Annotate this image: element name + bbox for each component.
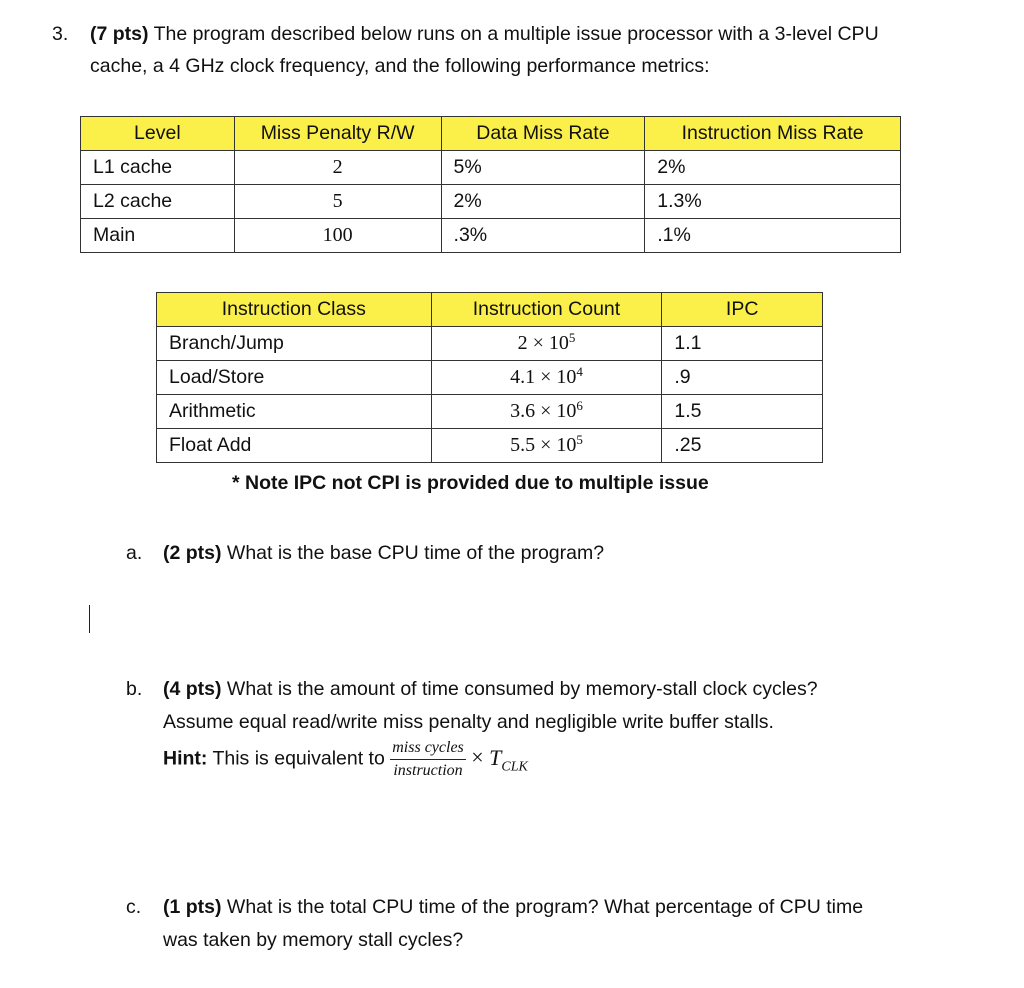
cell-miss-penalty: 100 — [234, 219, 441, 253]
part-a-label: a. — [126, 542, 143, 564]
cell-instruction-count — [431, 395, 662, 429]
question-text-2: cache, a 4 GHz clock frequency, and the following performance metrics: — [90, 55, 710, 77]
part-b-hint — [163, 738, 528, 783]
part-b-text-2: Assume equal read/write miss penalty and negligible write buffer stalls. — [163, 711, 774, 733]
header-data-miss-rate: Data Miss Rate — [441, 117, 645, 151]
header-instruction-class: Instruction Class — [157, 293, 432, 327]
header-level: Level — [81, 117, 235, 151]
count-exponent: 4 — [576, 364, 583, 379]
part-c-line-1 — [163, 891, 863, 923]
part-c-label: c. — [126, 896, 142, 918]
cell-ipc: .9 — [662, 361, 823, 395]
part-c-points: (1 pts) — [163, 896, 222, 918]
cache-table-header — [81, 117, 901, 151]
cell-ipc: .25 — [662, 429, 823, 463]
count-exponent: 6 — [576, 398, 583, 413]
instruction-table — [156, 292, 823, 463]
cell-level: L2 cache — [81, 185, 235, 219]
cache-table — [80, 116, 901, 253]
question-points: (7 pts) — [90, 23, 149, 45]
times-sign: × — [471, 744, 484, 770]
part-b-points: (4 pts) — [163, 678, 222, 700]
tclk-term — [471, 744, 528, 775]
table-row — [81, 219, 901, 253]
part-c-text-1: What is the total CPU time of the program? What percentage of CPU time — [221, 896, 864, 918]
header-miss-penalty: Miss Penalty R/W — [234, 117, 441, 151]
cell-instruction-class: Branch/Jump — [157, 327, 432, 361]
cell-instruction-miss-rate: 2% — [645, 151, 901, 185]
t-symbol: T — [489, 744, 502, 770]
cell-instruction-count — [431, 429, 662, 463]
count-mantissa: 3.6 — [510, 400, 536, 422]
part-a-question — [163, 537, 604, 569]
hint-text: This is equivalent to — [207, 747, 385, 770]
count-mantissa: 5.5 — [510, 434, 536, 456]
cell-instruction-class: Load/Store — [157, 361, 432, 395]
t-subscript: CLK — [501, 759, 528, 775]
cell-miss-penalty: 2 — [234, 151, 441, 185]
cell-instruction-miss-rate: .1% — [645, 219, 901, 253]
part-b-line-1 — [163, 673, 818, 705]
count-exponent: 5 — [568, 330, 576, 345]
table-row — [157, 429, 823, 463]
cell-instruction-count — [431, 361, 662, 395]
part-b-label: b. — [126, 678, 143, 700]
cell-instruction-class: Arithmetic — [157, 395, 432, 429]
header-ipc: IPC — [662, 293, 823, 327]
count-times: × 10 — [535, 366, 577, 388]
cell-instruction-miss-rate: 1.3% — [645, 185, 901, 219]
part-c-text-2: was taken by memory stall cycles? — [163, 929, 464, 951]
cell-instruction-count — [431, 327, 662, 361]
question-line-1 — [90, 18, 879, 50]
table-row — [81, 151, 901, 185]
instruction-table-header — [157, 293, 823, 327]
question-number: 3. — [52, 23, 69, 45]
fraction-numerator: miss cycles — [390, 738, 466, 760]
cell-data-miss-rate: 5% — [441, 151, 645, 185]
header-instruction-count: Instruction Count — [431, 293, 662, 327]
part-a-points: (2 pts) — [163, 542, 222, 564]
count-times: × 10 — [527, 332, 569, 354]
count-mantissa: 2 — [517, 332, 528, 354]
cell-miss-penalty: 5 — [234, 185, 441, 219]
table-row — [81, 185, 901, 219]
count-exponent: 5 — [576, 432, 583, 447]
cell-level: L1 cache — [81, 151, 235, 185]
ipc-note: * Note IPC not CPI is provided due to multiple issue — [232, 472, 709, 494]
hint-label: Hint: — [163, 747, 208, 770]
part-b-text-1: What is the amount of time consumed by memory-stall clock cycles? — [221, 678, 818, 700]
count-times: × 10 — [535, 434, 577, 456]
count-mantissa: 4.1 — [510, 366, 536, 388]
table-row — [157, 361, 823, 395]
fraction-denominator: instruction — [393, 762, 463, 779]
question-text-1: The program described below runs on a multiple issue processor with a 3-level CPU — [148, 23, 879, 45]
cell-ipc: 1.1 — [662, 327, 823, 361]
cell-instruction-class: Float Add — [157, 429, 432, 463]
count-times: × 10 — [535, 400, 577, 422]
text-cursor — [89, 605, 90, 633]
cell-ipc: 1.5 — [662, 395, 823, 429]
part-a-text: What is the base CPU time of the program? — [221, 542, 605, 564]
cell-data-miss-rate: 2% — [441, 185, 645, 219]
cell-data-miss-rate: .3% — [441, 219, 645, 253]
header-instruction-miss-rate: Instruction Miss Rate — [645, 117, 901, 151]
miss-cycles-fraction — [390, 738, 466, 781]
table-row — [157, 327, 823, 361]
cell-level: Main — [81, 219, 235, 253]
table-row — [157, 395, 823, 429]
